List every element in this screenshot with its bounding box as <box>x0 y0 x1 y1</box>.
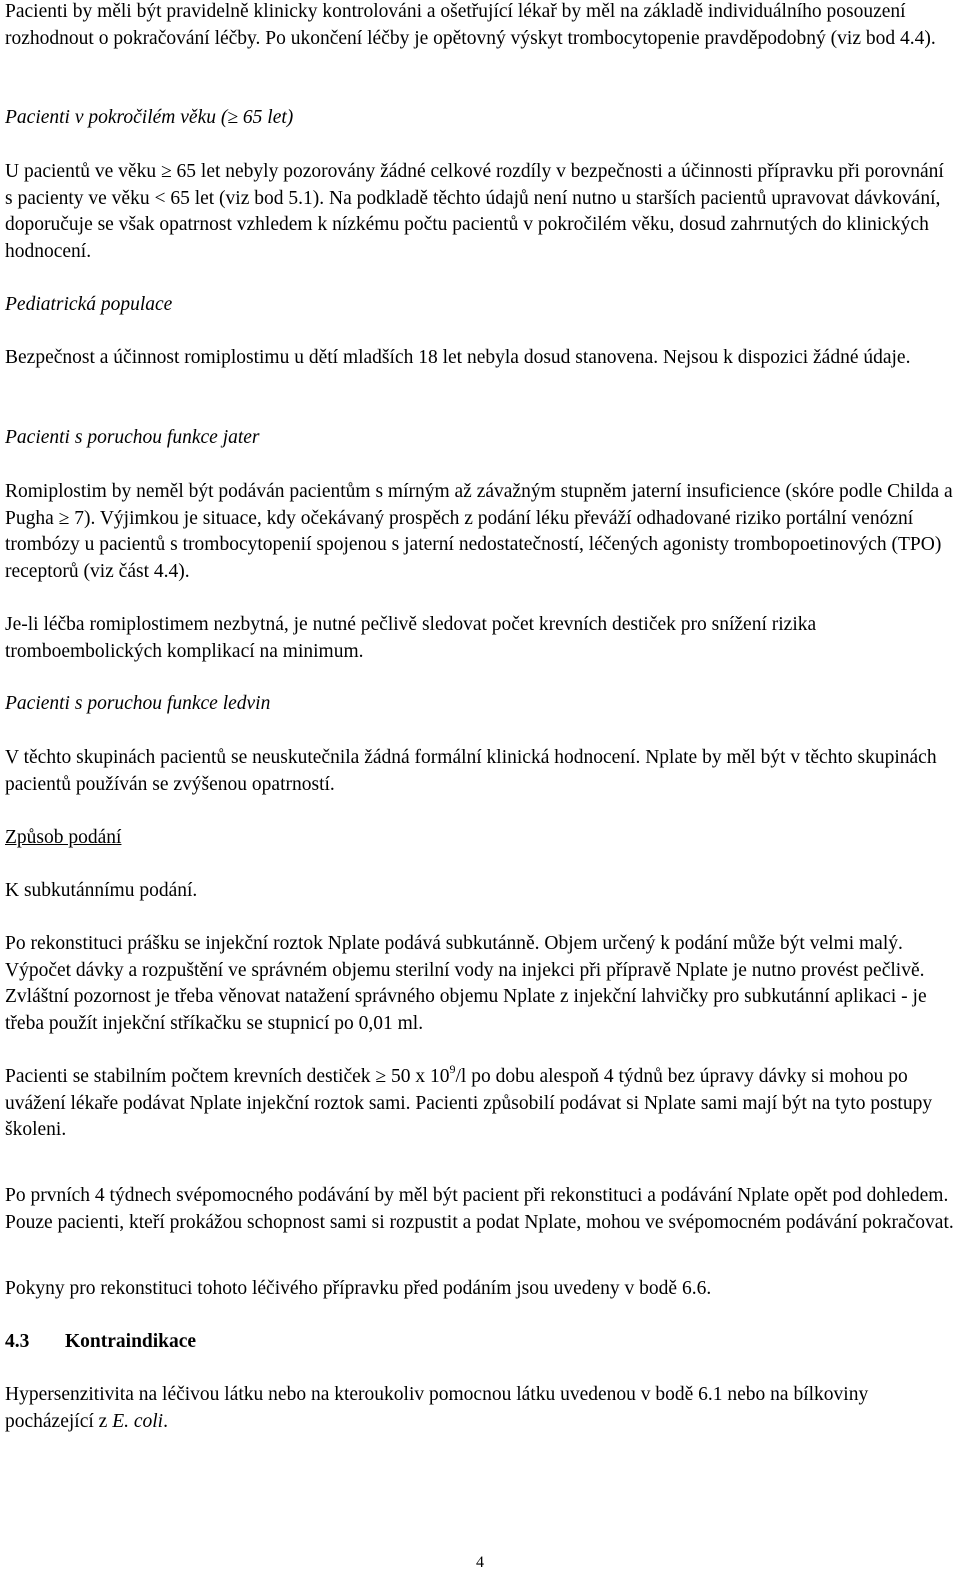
admin-3-part-b: /l po dobu alespoň 4 týdnů bez úpravy dávky si mohou po uvážení lékaře podávat Nplate injekční roztok sami. Pacienti způsobilí podávat si Nplate sami mají být na tyto postupy školeni. <box>5 1066 933 1141</box>
paragraph-admin-2: Po rekonstituci prášku se injekční roztok Nplate podává subkutánně. Objem určený k podání může být velmi malý. Výpočet dávky a rozpuštění ve správném objemu sterilní vody na injekci při přípravě Nplate je nutno provést pečlivě. Zvláštní pozornost je třeba věnovat natažení správného objemu Nplate z injekční lahvičky pro subkutánní aplikaci - je třeba použít injekční stříkačku se stupnicí po 0,01 ml. <box>5 933 927 1035</box>
paragraph-admin-3 <box>5 1061 955 1144</box>
admin-3-exponent: 9 <box>449 1061 456 1076</box>
paragraph-admin-4: Po prvních 4 týdnech svépomocného podávání by měl být pacient při rekonstituci a podávání Nplate opět pod dohledem. Pouze pacienti, kteří prokážou schopnost sami si rozpustit a podat Nplate, mohou ve svépomocném podávání pokračovat. <box>5 1185 954 1233</box>
section-title: Kontraindikace <box>65 1331 197 1352</box>
heading-administration <box>5 825 955 852</box>
contra-part-b: . <box>163 1410 168 1432</box>
section-number: 4.3 <box>5 1331 30 1352</box>
paragraph-admin-5: Pokyny pro rekonstituci tohoto léčivého přípravku před podáním jsou uvedeny v bodě 6.6. <box>5 1278 712 1299</box>
page-number: 4 <box>476 1554 484 1571</box>
contra-organism: E. coli <box>112 1410 164 1432</box>
paragraph-elderly: U pacientů ve věku ≥ 65 let nebyly pozorovány žádné celkové rozdíly v bezpečnosti a účinnosti přípravku při porovnání s pacienty ve věku < 65 let (viz bod 5.1). Na podkladě těchto údajů není nutno u starších pacientů upravovat dávkování, doporučuje se však opatrnost vzhledem k nízkému počtu pacientů v pokročilém věku, dosud zahrnutých do klinických hodnocení. <box>5 161 944 263</box>
intro-paragraph: Pacienti by měli být pravidelně klinicky kontrolováni a ošetřující lékař by měl na základě individuálního posouzení rozhodnout o pokračování léčby. Po ukončení léčby je opětovný výskyt trombocytopenie pravděpodobný (viz bod 4.4). <box>5 1 936 49</box>
paragraph-liver-2: Je-li léčba romiplostimem nezbytná, je nutné pečlivě sledovat počet krevních destiček pro snížení rizika tromboembolických komplikací na minimum. <box>5 614 817 662</box>
heading-liver: Pacienti s poruchou funkce jater <box>5 427 260 448</box>
paragraph-contraindications <box>5 1382 955 1435</box>
heading-administration-text: Způsob podání <box>5 827 122 848</box>
paragraph-admin-1: K subkutánnímu podání. <box>5 880 198 901</box>
section-heading-contraindications <box>5 1329 955 1356</box>
paragraph-kidney: V těchto skupinách pacientů se neuskutečnila žádná formální klinická hodnocení. Nplate by měl být v těchto skupinách pacientů používán se zvýšenou opatrností. <box>5 747 937 795</box>
admin-3-part-a: Pacienti se stabilním počtem krevních destiček ≥ 50 x 10 <box>5 1066 450 1087</box>
paragraph-pediatric: Bezpečnost a účinnost romiplostimu u dětí mladších 18 let nebyla dosud stanovena. Nejsou k dispozici žádné údaje. <box>5 347 911 368</box>
contra-part-a: Hypersenzitivita na léčivou látku nebo na kteroukoliv pomocnou látku uvedenou v bodě 6.1 nebo na bílkoviny pocházející z <box>5 1384 869 1432</box>
heading-pediatric: Pediatrická populace <box>5 294 173 315</box>
heading-kidney: Pacienti s poruchou funkce ledvin <box>5 693 271 714</box>
heading-elderly: Pacienti v pokročilém věku (≥ 65 let) <box>5 107 294 128</box>
paragraph-liver-1: Romiplostim by neměl být podáván pacientům s mírným až závažným stupněm jaterní insuficience (skóre podle Childa a Pugha ≥ 7). Výjimkou je situace, kdy očekávaný prospěch z podání léku převáží odhadované riziko portální venózní trombózy u pacientů s trombocytopenií spojenou s jaterní nedostatečností, léčených agonisty trombopoetinových (TPO) receptorů (viz část 4.4). <box>5 481 953 583</box>
